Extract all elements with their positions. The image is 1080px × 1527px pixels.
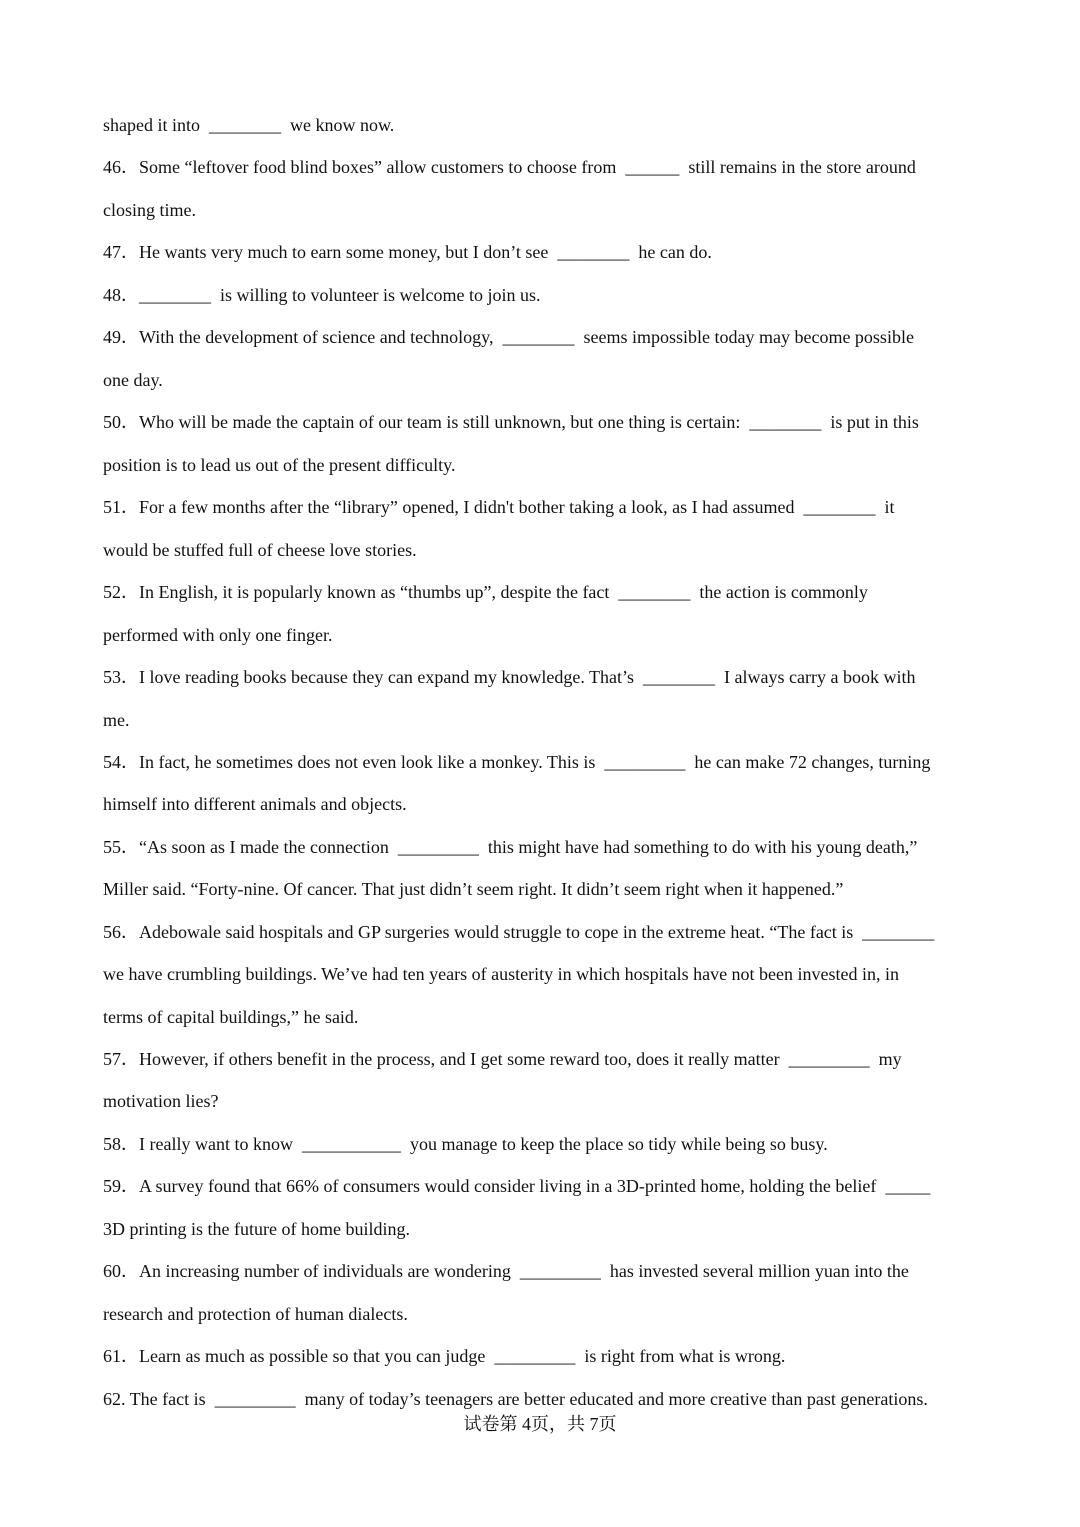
question-line: 56．Adebowale said hospitals and GP surgeries would struggle to cope in the extreme heat. “The fact is ________ [103,922,935,942]
question-line: one day. [103,370,163,390]
question-line: research and protection of human dialects. [103,1304,408,1324]
question-line: shaped it into ________ we know now. [103,115,395,135]
question-line: 58．I really want to know ___________ you manage to keep the place so tidy while being so busy. [103,1134,828,1154]
question-line: 46．Some “leftover food blind boxes” allow customers to choose from ______ still remains in the store around [103,157,916,177]
question-line: motivation lies? [103,1091,219,1111]
question-line: Miller said. “Forty-nine. Of cancer. That just didn’t seem right. It didn’t seem right when it happened.” [103,879,844,899]
question-line: me. [103,710,130,730]
question-line: 48．________ is willing to volunteer is welcome to join us. [103,285,541,305]
question-line: 50．Who will be made the captain of our team is still unknown, but one thing is certain: ________ is put in this [103,412,919,432]
question-line: 59．A survey found that 66% of consumers would consider living in a 3D-printed home, holding the belief _____ [103,1176,931,1196]
question-line: 60．An increasing number of individuals are wondering _________ has invested several million yuan into the [103,1261,909,1281]
question-line: himself into different animals and objects. [103,794,407,814]
question-line: closing time. [103,200,196,220]
question-line: 49．With the development of science and technology, ________ seems impossible today may become possible [103,327,914,347]
question-line: 62. The fact is _________ many of today’s teenagers are better educated and more creative than past generations. [103,1389,928,1409]
question-line: 53．I love reading books because they can expand my knowledge. That’s ________ I always carry a book with [103,667,916,687]
question-line: 54．In fact, he sometimes does not even look like a monkey. This is _________ he can make 72 changes, turning [103,752,931,772]
question-line: performed with only one finger. [103,625,333,645]
question-line: 47．He wants very much to earn some money, but I don’t see ________ he can do. [103,242,712,262]
question-line: 51．For a few months after the “library” opened, I didn't bother taking a look, as I had assumed ________ it [103,497,895,517]
page-footer: 试卷第 4页，共 7页 [463,1414,617,1434]
question-line: 52．In English, it is popularly known as “thumbs up”, despite the fact ________ the action is commonly [103,582,868,602]
question-line: position is to lead us out of the present difficulty. [103,455,456,475]
question-line: terms of capital buildings,” he said. [103,1007,359,1027]
question-line: 3D printing is the future of home building. [103,1219,410,1239]
question-line: 55．“As soon as I made the connection _________ this might have had something to do with his young death,” [103,837,918,857]
question-line: 57．However, if others benefit in the process, and I get some reward too, does it really matter _________ my [103,1049,902,1069]
question-line: we have crumbling buildings. We’ve had ten years of austerity in which hospitals have not been invested in, in [103,964,900,984]
question-line: would be stuffed full of cheese love stories. [103,540,417,560]
question-line: 61．Learn as much as possible so that you can judge _________ is right from what is wrong. [103,1346,786,1366]
